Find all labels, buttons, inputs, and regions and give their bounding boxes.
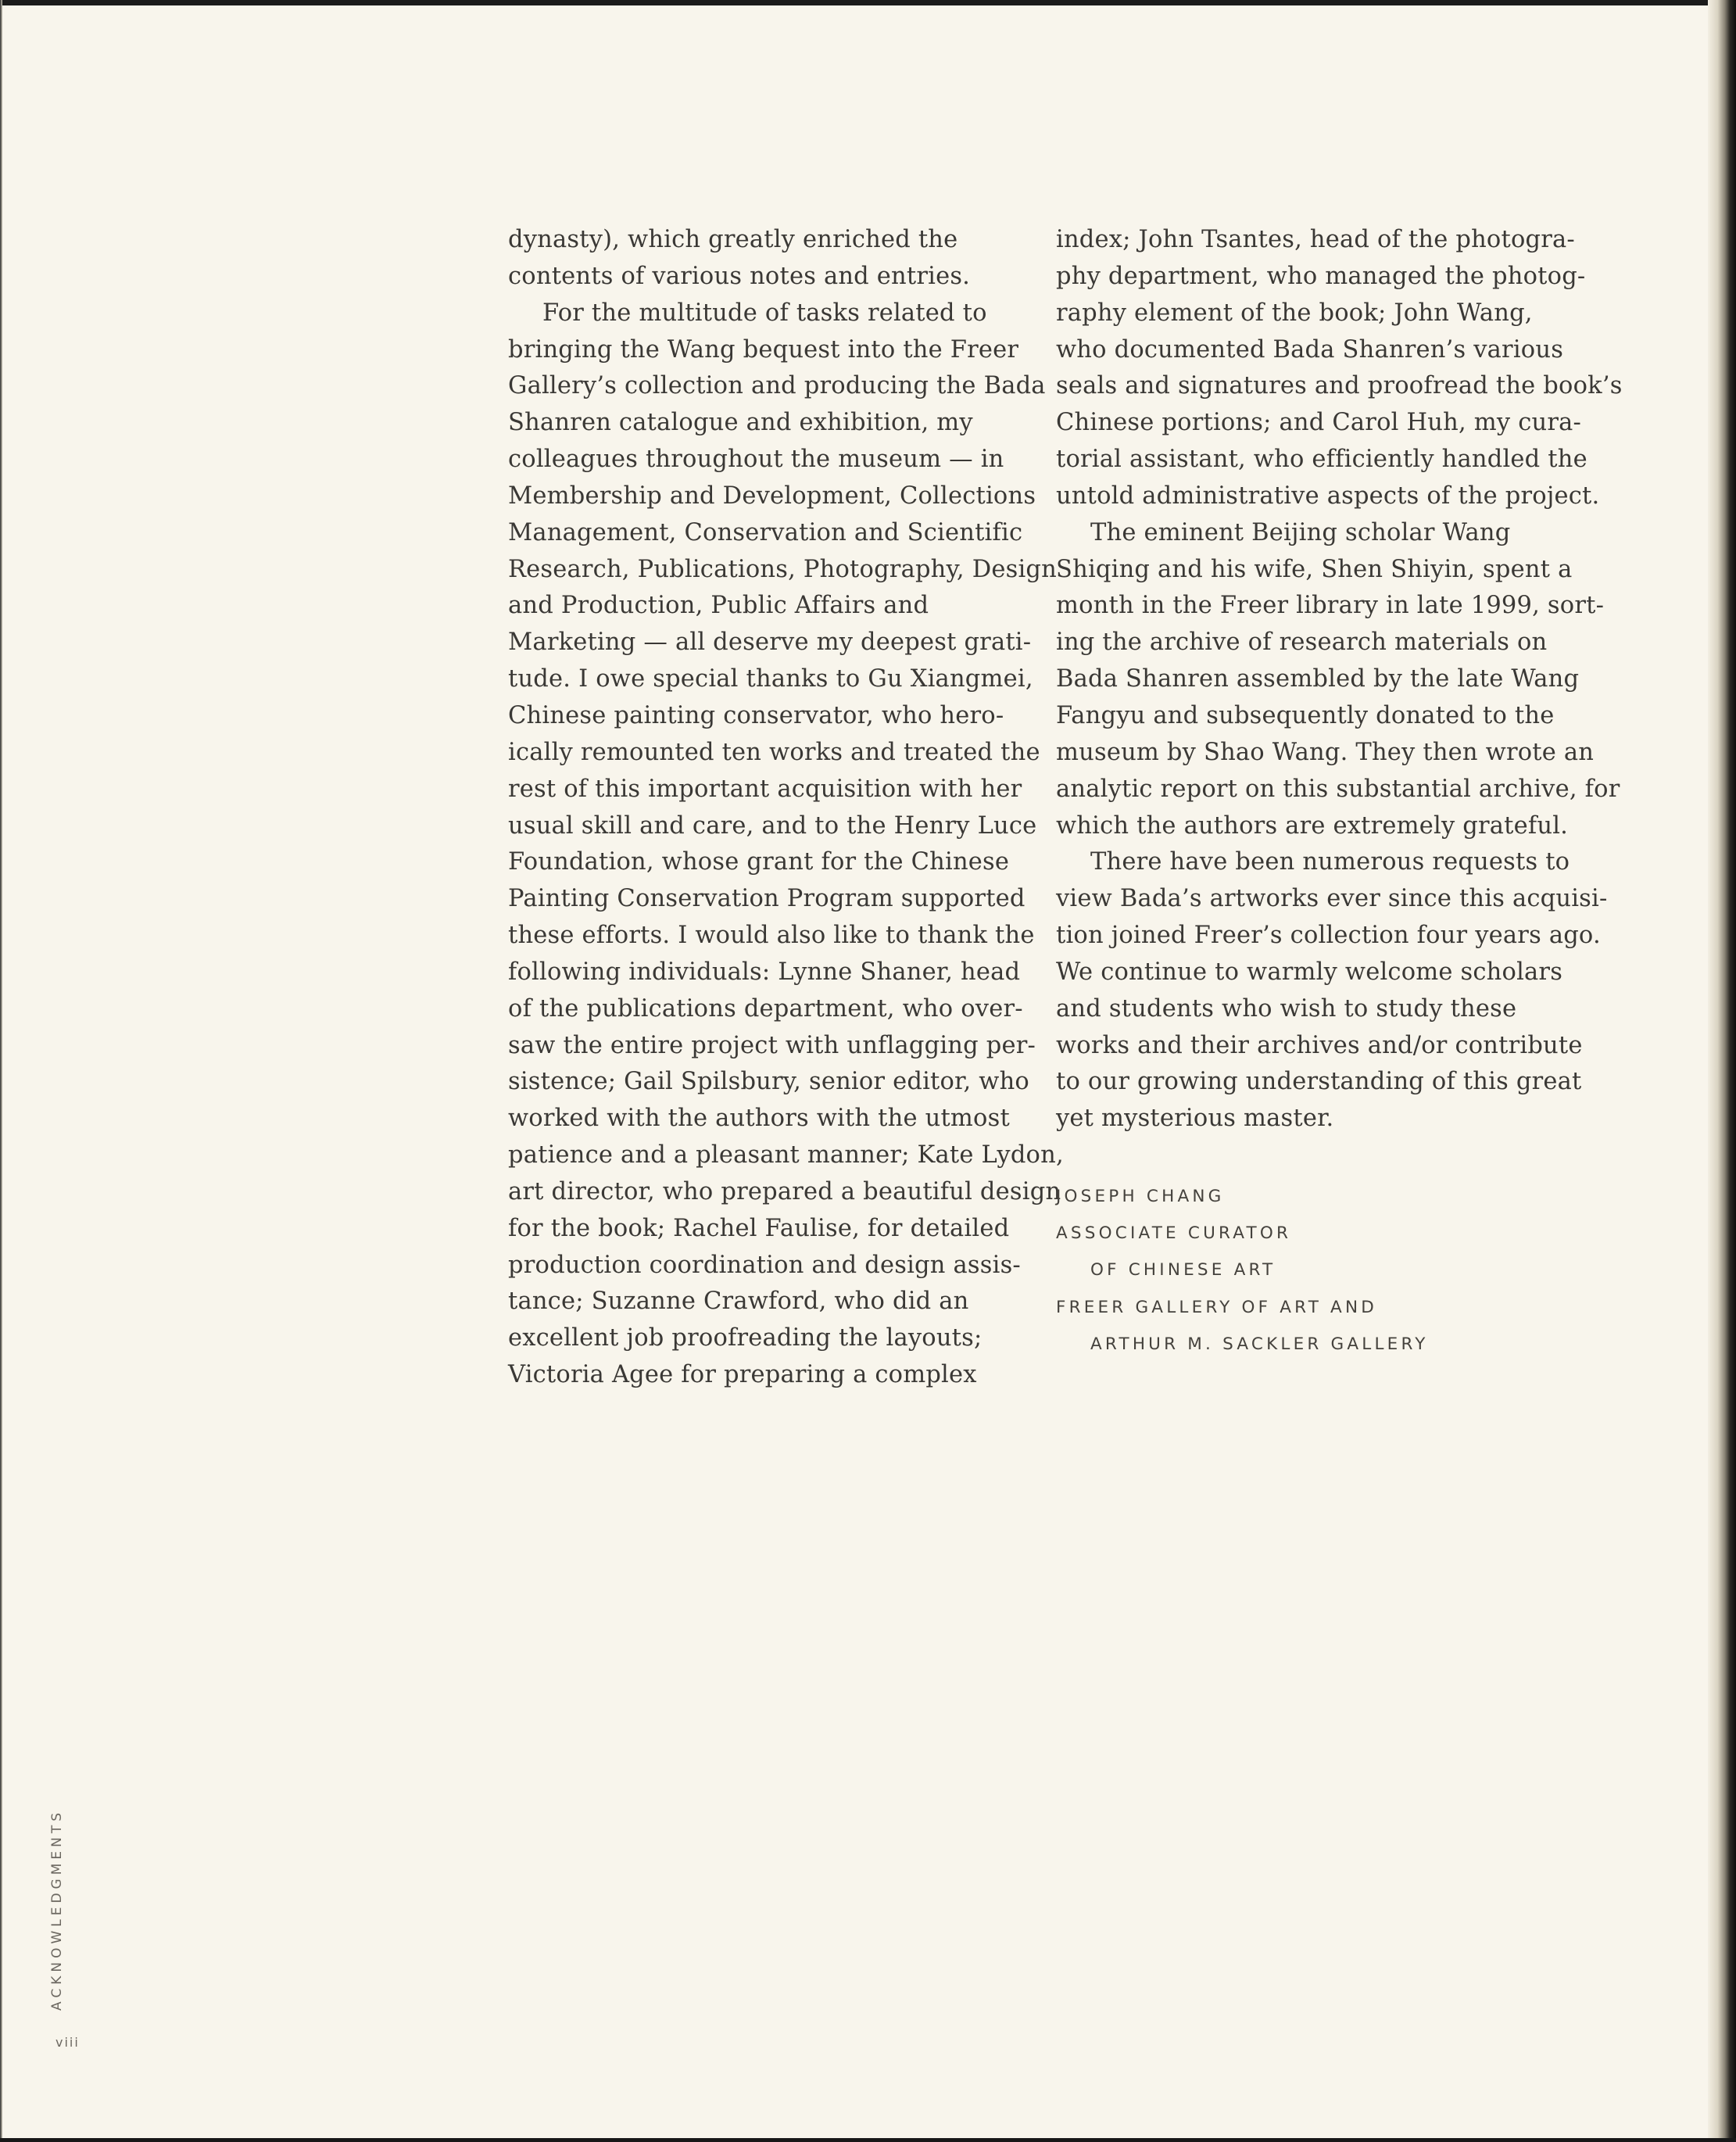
- text-line: of the publications department, who over-: [508, 994, 1023, 1023]
- text-line: and students who wish to study these: [1056, 994, 1517, 1023]
- text-line: who documented Bada Shanren’s various: [1056, 335, 1564, 364]
- text-line: works and their archives and/or contribute: [1056, 1031, 1583, 1059]
- text-line: tude. I owe special thanks to Gu Xiangmei,: [508, 665, 1033, 693]
- text-line: patience and a pleasant manner; Kate Lydon,: [508, 1141, 1064, 1170]
- text-line: Management, Conservation and Scientific: [508, 518, 1023, 546]
- signature-line: JOSEPH CHANG: [1056, 1187, 1225, 1206]
- text-line: ically remounted ten works and treated the: [508, 738, 1040, 766]
- text-line: sistence; Gail Spilsbury, senior editor, who: [508, 1068, 1029, 1096]
- text-line: Gallery’s collection and producing the Bada: [508, 372, 1046, 400]
- scan-edge-left: [0, 0, 2, 2142]
- text-line: yet mysterious master.: [1056, 1105, 1334, 1133]
- scan-edge-top: [0, 0, 1736, 5]
- signature-block: [1056, 1178, 1429, 1363]
- text-line: contents of various notes and entries.: [508, 262, 971, 290]
- signature-line: ARTHUR M. SACKLER GALLERY: [1090, 1334, 1429, 1354]
- text-line: Fangyu and subsequently donated to the: [1056, 701, 1555, 729]
- scan-edge-bottom: [0, 2138, 1736, 2142]
- text-line: Painting Conservation Program supported: [508, 885, 1025, 913]
- text-line: usual skill and care, and to the Henry Luce: [508, 811, 1037, 840]
- text-line: these efforts. I would also like to thank the: [508, 922, 1035, 950]
- page-gutter-edge: [1708, 0, 1736, 2142]
- text-line: dynasty), which greatly enriched the: [508, 226, 958, 253]
- text-line: Foundation, whose grant for the Chinese: [508, 848, 1010, 876]
- text-line: tance; Suzanne Crawford, who did an: [508, 1288, 969, 1316]
- text-line: The eminent Beijing scholar Wang: [1090, 518, 1511, 546]
- text-line: following individuals: Lynne Shaner, head: [508, 958, 1021, 986]
- text-line: untold administrative aspects of the project.: [1056, 482, 1600, 510]
- text-line: Membership and Development, Collections: [508, 482, 1036, 510]
- text-line: ing the archive of research materials on: [1056, 629, 1548, 657]
- text-line: view Bada’s artworks ever since this acquisi-: [1056, 885, 1608, 913]
- text-line: Shiqing and his wife, Shen Shiyin, spent a: [1056, 555, 1573, 583]
- text-line: excellent job proofreading the layouts;: [508, 1324, 983, 1352]
- text-line: for the book; Rachel Faulise, for detailed: [508, 1214, 1010, 1242]
- section-label: ACKNOWLEDGMENTS: [49, 1808, 65, 2011]
- signature-line: FREER GALLERY OF ART AND: [1056, 1297, 1378, 1317]
- signature-line: OF CHINESE ART: [1090, 1260, 1276, 1281]
- text-line: There have been numerous requests to: [1090, 848, 1570, 876]
- text-line: Victoria Agee for preparing a complex: [508, 1361, 977, 1389]
- text-line: worked with the authors with the utmost: [508, 1105, 1010, 1133]
- text-line: saw the entire project with unflagging per-: [508, 1031, 1036, 1059]
- text-line: Marketing — all deserve my deepest grati-: [508, 629, 1032, 657]
- signature-line: ASSOCIATE CURATOR: [1056, 1223, 1292, 1244]
- text-line: to our growing understanding of this great: [1056, 1068, 1582, 1096]
- text-line: and Production, Public Affairs and: [508, 592, 929, 620]
- text-line: Research, Publications, Photography, Design: [508, 555, 1057, 583]
- text-line: We continue to warmly welcome scholars: [1056, 958, 1563, 986]
- page-number: viii: [55, 2035, 80, 2050]
- right-text-column: [1056, 222, 1623, 1137]
- text-line: which the authors are extremely grateful.: [1056, 811, 1569, 840]
- text-line: tion joined Freer’s collection four years ago.: [1056, 922, 1601, 950]
- text-line: art director, who prepared a beautiful design: [508, 1177, 1061, 1205]
- text-line: Bada Shanren assembled by the late Wang: [1056, 665, 1580, 693]
- text-line: For the multitude of tasks related to: [542, 299, 987, 327]
- text-line: index; John Tsantes, head of the photogra-: [1056, 226, 1575, 253]
- text-line: analytic report on this substantial archive, for: [1056, 775, 1620, 803]
- left-text-column: [508, 222, 1064, 1394]
- text-line: bringing the Wang bequest into the Freer: [508, 335, 1019, 364]
- text-line: rest of this important acquisition with her: [508, 775, 1022, 803]
- text-line: torial assistant, who efficiently handled the: [1056, 446, 1587, 474]
- text-line: phy department, who managed the photog-: [1056, 262, 1586, 290]
- text-line: month in the Freer library in late 1999, sort-: [1056, 592, 1605, 620]
- text-line: raphy element of the book; John Wang,: [1056, 299, 1533, 327]
- text-line: museum by Shao Wang. They then wrote an: [1056, 738, 1595, 766]
- text-line: Chinese portions; and Carol Huh, my cura-: [1056, 409, 1582, 437]
- text-line: Chinese painting conservator, who hero-: [508, 701, 1004, 729]
- text-line: production coordination and design assis-: [508, 1251, 1021, 1279]
- text-line: seals and signatures and proofread the book’s: [1056, 372, 1623, 400]
- text-line: Shanren catalogue and exhibition, my: [508, 409, 973, 437]
- text-line: colleagues throughout the museum — in: [508, 446, 1004, 474]
